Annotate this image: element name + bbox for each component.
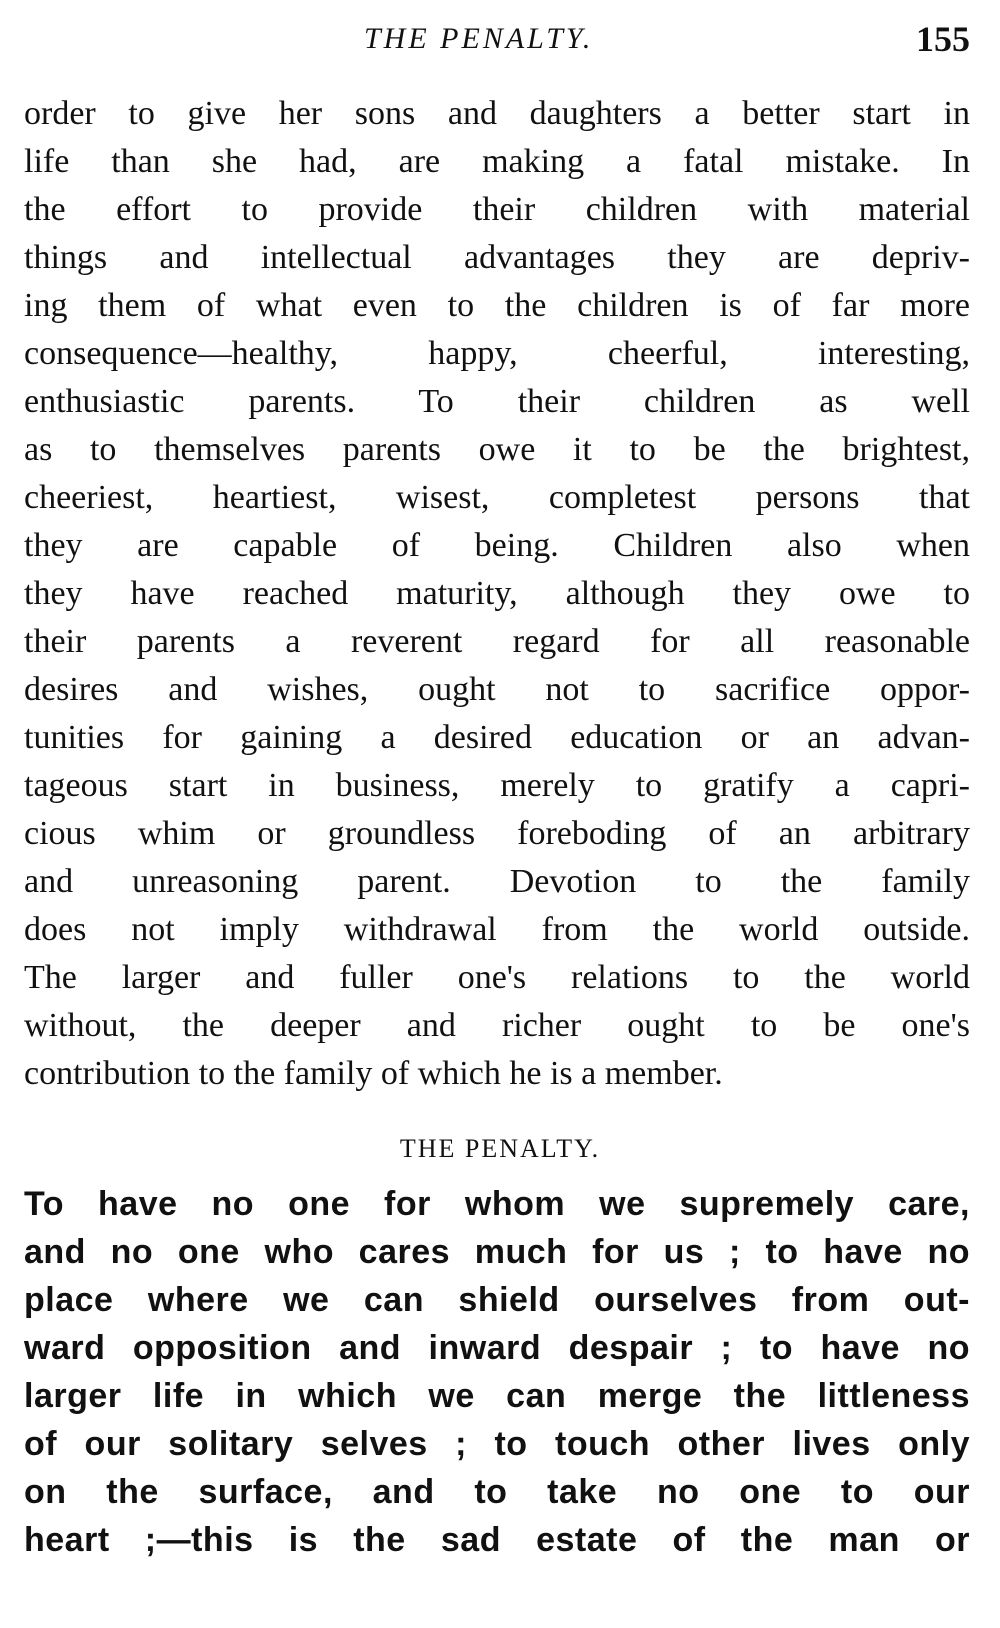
body-line: consequence—healthy, happy, cheerful, interesting, xyxy=(24,335,970,372)
penalty-line: and no one who cares much for us ; to have no xyxy=(24,1233,970,1271)
body-line: order to give her sons and daughters a better start in xyxy=(24,95,970,132)
running-head xyxy=(24,19,970,62)
body-line: ing them of what even to the children is of far more xyxy=(24,287,970,324)
running-title: THE PENALTY. xyxy=(364,22,594,55)
body-line: they are capable of being. Children also when xyxy=(24,527,970,564)
penalty-line: place where we can shield ourselves from out- xyxy=(24,1281,970,1319)
body-line: desires and wishes, ought not to sacrifice oppor- xyxy=(24,671,970,708)
penalty-line: on the surface, and to take no one to our xyxy=(24,1473,970,1511)
penalty-line: of our solitary selves ; to touch other lives only xyxy=(24,1425,970,1463)
penalty-line: To have no one for whom we supremely care, xyxy=(24,1185,970,1223)
body-line: without, the deeper and richer ought to be one's xyxy=(24,1007,970,1044)
body-line: enthusiastic parents. To their children as well xyxy=(24,383,970,420)
body-line: tageous start in business, merely to gratify a capri- xyxy=(24,767,970,804)
body-line: life than she had, are making a fatal mistake. In xyxy=(24,143,970,180)
body-line: cheeriest, heartiest, wisest, completest persons that xyxy=(24,479,970,516)
body-line: as to themselves parents owe it to be the brightest, xyxy=(24,431,970,468)
body-line: things and intellectual advantages they are depriv- xyxy=(24,239,970,276)
body-line: and unreasoning parent. Devotion to the family xyxy=(24,863,970,900)
body-line: does not imply withdrawal from the world outside. xyxy=(24,911,970,948)
body-line: The larger and fuller one's relations to the world xyxy=(24,959,970,996)
penalty-paragraph xyxy=(24,1180,970,1564)
body-line: tunities for gaining a desired education or an advan- xyxy=(24,719,970,756)
page-number: 155 xyxy=(916,19,970,59)
body-line: the effort to provide their children with material xyxy=(24,191,970,228)
penalty-line: heart ;—this is the sad estate of the man or xyxy=(24,1521,970,1559)
penalty-line: ward opposition and inward despair ; to have no xyxy=(24,1329,970,1367)
body-line: they have reached maturity, although they owe to xyxy=(24,575,970,612)
body-line: cious whim or groundless foreboding of an arbitrary xyxy=(24,815,970,852)
body-paragraph xyxy=(24,90,970,1098)
body-line: contribution to the family of which he is a member. xyxy=(24,1055,723,1092)
penalty-line: larger life in which we can merge the littleness xyxy=(24,1377,970,1415)
section-heading: THE PENALTY. xyxy=(399,1134,601,1163)
body-line: their parents a reverent regard for all reasonable xyxy=(24,623,970,660)
